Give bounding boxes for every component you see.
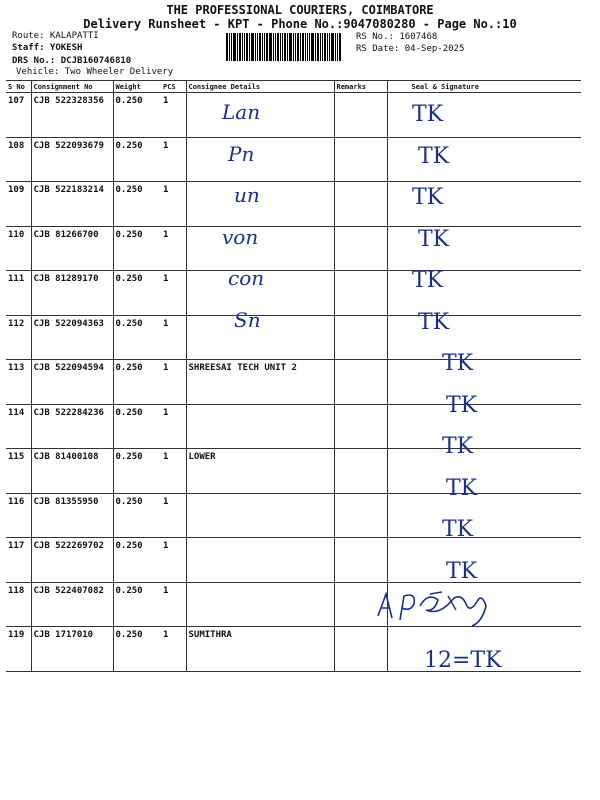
row-consignment-no: CJB 81355950 — [31, 493, 113, 538]
table-row — [6, 93, 581, 138]
row-seal-signature — [387, 449, 581, 494]
row-weight: 0.250 — [113, 226, 161, 271]
handwritten-consignee: Lan — [222, 100, 261, 124]
barcode-bar — [259, 33, 261, 61]
handwritten-seal: TK — [412, 185, 444, 210]
row-consignee — [186, 137, 334, 182]
handwritten-seal: TK — [446, 558, 478, 584]
row-consignee — [186, 582, 334, 627]
handwritten-consignee: Pn — [228, 141, 255, 166]
row-weight: 0.250 — [113, 271, 161, 316]
row-sno: 117 — [6, 538, 31, 583]
row-seal-signature — [387, 538, 581, 583]
row-sno: 119 — [6, 627, 31, 672]
barcode-bar — [293, 33, 294, 61]
row-weight: 0.250 — [113, 137, 161, 182]
barcode-bar — [339, 33, 341, 61]
row-pcs: 1 — [161, 226, 186, 271]
col-pcs: PCS — [161, 81, 186, 93]
barcode-bar — [242, 33, 243, 61]
row-remarks — [334, 493, 387, 538]
barcode-bar — [337, 33, 338, 61]
barcode-bar — [273, 33, 274, 61]
row-sno: 110 — [6, 226, 31, 271]
col-sno: S No — [6, 81, 31, 93]
barcode-bar — [282, 33, 283, 61]
barcode-bar — [295, 33, 296, 61]
barcode-bar — [262, 33, 263, 61]
vehicle-label: Vehicle: Two Wheeler Delivery — [16, 67, 174, 77]
handwritten-seal: TK — [418, 309, 450, 335]
drs-number: DRS No.: DCJB160746810 — [12, 56, 132, 66]
barcode-bar — [229, 33, 230, 61]
row-sno: 107 — [6, 93, 31, 138]
barcode-bar — [275, 33, 276, 61]
handwritten-seal: TK — [412, 268, 444, 293]
row-consignee — [186, 493, 334, 538]
row-weight: 0.250 — [113, 93, 161, 138]
row-remarks — [334, 627, 387, 672]
customer-signature — [370, 586, 500, 630]
row-remarks — [334, 449, 387, 494]
row-pcs: 1 — [161, 271, 186, 316]
barcode-bar — [269, 33, 272, 61]
table-row — [6, 182, 581, 227]
col-remarks: Remarks — [334, 81, 387, 93]
row-sno: 112 — [6, 315, 31, 360]
handwritten-seal: TK — [446, 392, 478, 418]
row-sno: 116 — [6, 493, 31, 538]
handwritten-seal: TK — [418, 226, 450, 252]
barcode-bar — [226, 33, 228, 61]
handwritten-seal: TK — [418, 143, 450, 169]
row-weight: 0.250 — [113, 315, 161, 360]
barcode-bar — [315, 33, 316, 61]
row-pcs: 1 — [161, 449, 186, 494]
col-seal-signature: Seal & Signature — [387, 81, 581, 93]
row-sno: 109 — [6, 182, 31, 227]
barcode-bar — [264, 33, 265, 61]
handwritten-seal: TK — [446, 475, 478, 501]
route-label: Route: KALAPATTI — [12, 31, 99, 41]
row-pcs: 1 — [161, 137, 186, 182]
handwritten-consignee: un — [234, 183, 260, 207]
row-pcs: 1 — [161, 404, 186, 449]
row-remarks — [334, 137, 387, 182]
barcode-bar — [280, 33, 281, 61]
table-row — [6, 137, 581, 182]
col-consignment: Consignment No — [31, 81, 113, 93]
row-remarks — [334, 93, 387, 138]
rs-date: RS Date: 04-Sep-2025 — [356, 44, 465, 54]
table-row — [6, 538, 581, 583]
table-header-row — [6, 81, 581, 93]
handwritten-consignee: Sn — [234, 307, 261, 332]
table-row — [6, 360, 581, 405]
table-row — [6, 271, 581, 316]
barcode-bar — [284, 33, 286, 61]
row-remarks — [334, 315, 387, 360]
row-consignee — [186, 538, 334, 583]
runsheet-subtitle: Delivery Runsheet - KPT - Phone No.:9047080280 - Page No.:10 — [83, 17, 517, 31]
col-consignee: Consignee Details — [186, 81, 334, 93]
handwritten-consignee: von — [222, 224, 259, 249]
row-seal-signature — [387, 137, 581, 182]
barcode-bar — [300, 33, 301, 61]
row-weight: 0.250 — [113, 182, 161, 227]
row-weight: 0.250 — [113, 493, 161, 538]
barcode-bar — [233, 33, 236, 61]
row-consignee — [186, 182, 334, 227]
runsheet-table — [6, 80, 581, 672]
barcode-bar — [302, 33, 304, 61]
row-consignment-no: CJB 522407082 — [31, 582, 113, 627]
row-pcs: 1 — [161, 93, 186, 138]
row-remarks — [334, 538, 387, 583]
table-row — [6, 493, 581, 538]
barcode-bar — [322, 33, 323, 61]
row-seal-signature — [387, 404, 581, 449]
row-pcs: 1 — [161, 315, 186, 360]
table-row — [6, 315, 581, 360]
row-consignment-no: CJB 522284236 — [31, 404, 113, 449]
barcode-bar — [266, 33, 268, 61]
row-seal-signature — [387, 360, 581, 405]
barcode-bar — [289, 33, 292, 61]
handwritten-seal: TK — [442, 351, 474, 376]
row-consignee: SUMITHRA — [186, 627, 334, 672]
row-consignment-no: CJB 81400108 — [31, 449, 113, 494]
row-weight: 0.250 — [113, 582, 161, 627]
row-seal-signature — [387, 226, 581, 271]
barcode-bar — [244, 33, 245, 61]
row-sno: 115 — [6, 449, 31, 494]
barcode-bar — [246, 33, 248, 61]
row-remarks — [334, 404, 387, 449]
row-weight: 0.250 — [113, 360, 161, 405]
row-consignee: LOWER — [186, 449, 334, 494]
barcode-bar — [327, 33, 328, 61]
row-pcs: 1 — [161, 493, 186, 538]
row-sno: 118 — [6, 582, 31, 627]
barcode-bar — [277, 33, 279, 61]
barcode-bar — [255, 33, 256, 61]
row-pcs: 1 — [161, 538, 186, 583]
row-seal-signature — [387, 493, 581, 538]
row-remarks — [334, 360, 387, 405]
table-row — [6, 449, 581, 494]
row-pcs: 1 — [161, 582, 186, 627]
handwritten-consignee: con — [228, 266, 265, 290]
row-consignment-no: CJB 522328356 — [31, 93, 113, 138]
barcode-bar — [324, 33, 326, 61]
row-consignment-no: CJB 522094363 — [31, 315, 113, 360]
row-weight: 0.250 — [113, 404, 161, 449]
row-seal-signature — [387, 315, 581, 360]
row-consignee: SHREESAI TECH UNIT 2 — [186, 360, 334, 405]
handwritten-seal: TK — [442, 517, 474, 542]
row-pcs: 1 — [161, 182, 186, 227]
row-remarks — [334, 271, 387, 316]
barcode-bar — [335, 33, 336, 61]
row-sno: 114 — [6, 404, 31, 449]
row-consignment-no: CJB 81266700 — [31, 226, 113, 271]
barcode-bar — [317, 33, 319, 61]
row-pcs: 1 — [161, 360, 186, 405]
row-remarks — [334, 182, 387, 227]
col-weight: Weight — [113, 81, 161, 93]
summary-note: 12=TK — [424, 648, 502, 673]
row-sno: 108 — [6, 137, 31, 182]
table-row — [6, 226, 581, 271]
row-consignment-no: CJB 522183214 — [31, 182, 113, 227]
barcode-bar — [307, 33, 308, 61]
handwritten-seal: TK — [442, 434, 474, 459]
table-row — [6, 404, 581, 449]
barcode-bar — [251, 33, 254, 61]
barcode-bar — [249, 33, 250, 61]
barcode-bar — [287, 33, 288, 61]
barcode-bar — [257, 33, 258, 61]
row-weight: 0.250 — [113, 627, 161, 672]
barcode-bar — [309, 33, 310, 61]
row-remarks — [334, 226, 387, 271]
staff-label: Staff: YOKESH — [12, 43, 83, 53]
barcode-bar — [329, 33, 330, 61]
row-weight: 0.250 — [113, 538, 161, 583]
row-consignment-no: CJB 522093679 — [31, 137, 113, 182]
barcode-bar — [305, 33, 306, 61]
barcode-bar — [239, 33, 241, 61]
row-consignment-no: CJB 1717010 — [31, 627, 113, 672]
barcode-bar — [320, 33, 321, 61]
row-sno: 111 — [6, 271, 31, 316]
rs-number: RS No.: 1607468 — [356, 32, 438, 42]
row-sno: 113 — [6, 360, 31, 405]
barcode-bar — [331, 33, 334, 61]
row-consignment-no: CJB 81289170 — [31, 271, 113, 316]
barcode — [226, 33, 354, 61]
company-title: THE PROFESSIONAL COURIERS, COIMBATORE — [166, 3, 434, 17]
handwritten-seal: TK — [412, 102, 444, 127]
row-consignment-no: CJB 522094594 — [31, 360, 113, 405]
row-weight: 0.250 — [113, 449, 161, 494]
row-consignment-no: CJB 522269702 — [31, 538, 113, 583]
barcode-bar — [311, 33, 314, 61]
row-consignee — [186, 404, 334, 449]
barcode-bar — [231, 33, 232, 61]
barcode-bar — [237, 33, 238, 61]
row-consignee — [186, 226, 334, 271]
barcode-bar — [297, 33, 299, 61]
row-pcs: 1 — [161, 627, 186, 672]
